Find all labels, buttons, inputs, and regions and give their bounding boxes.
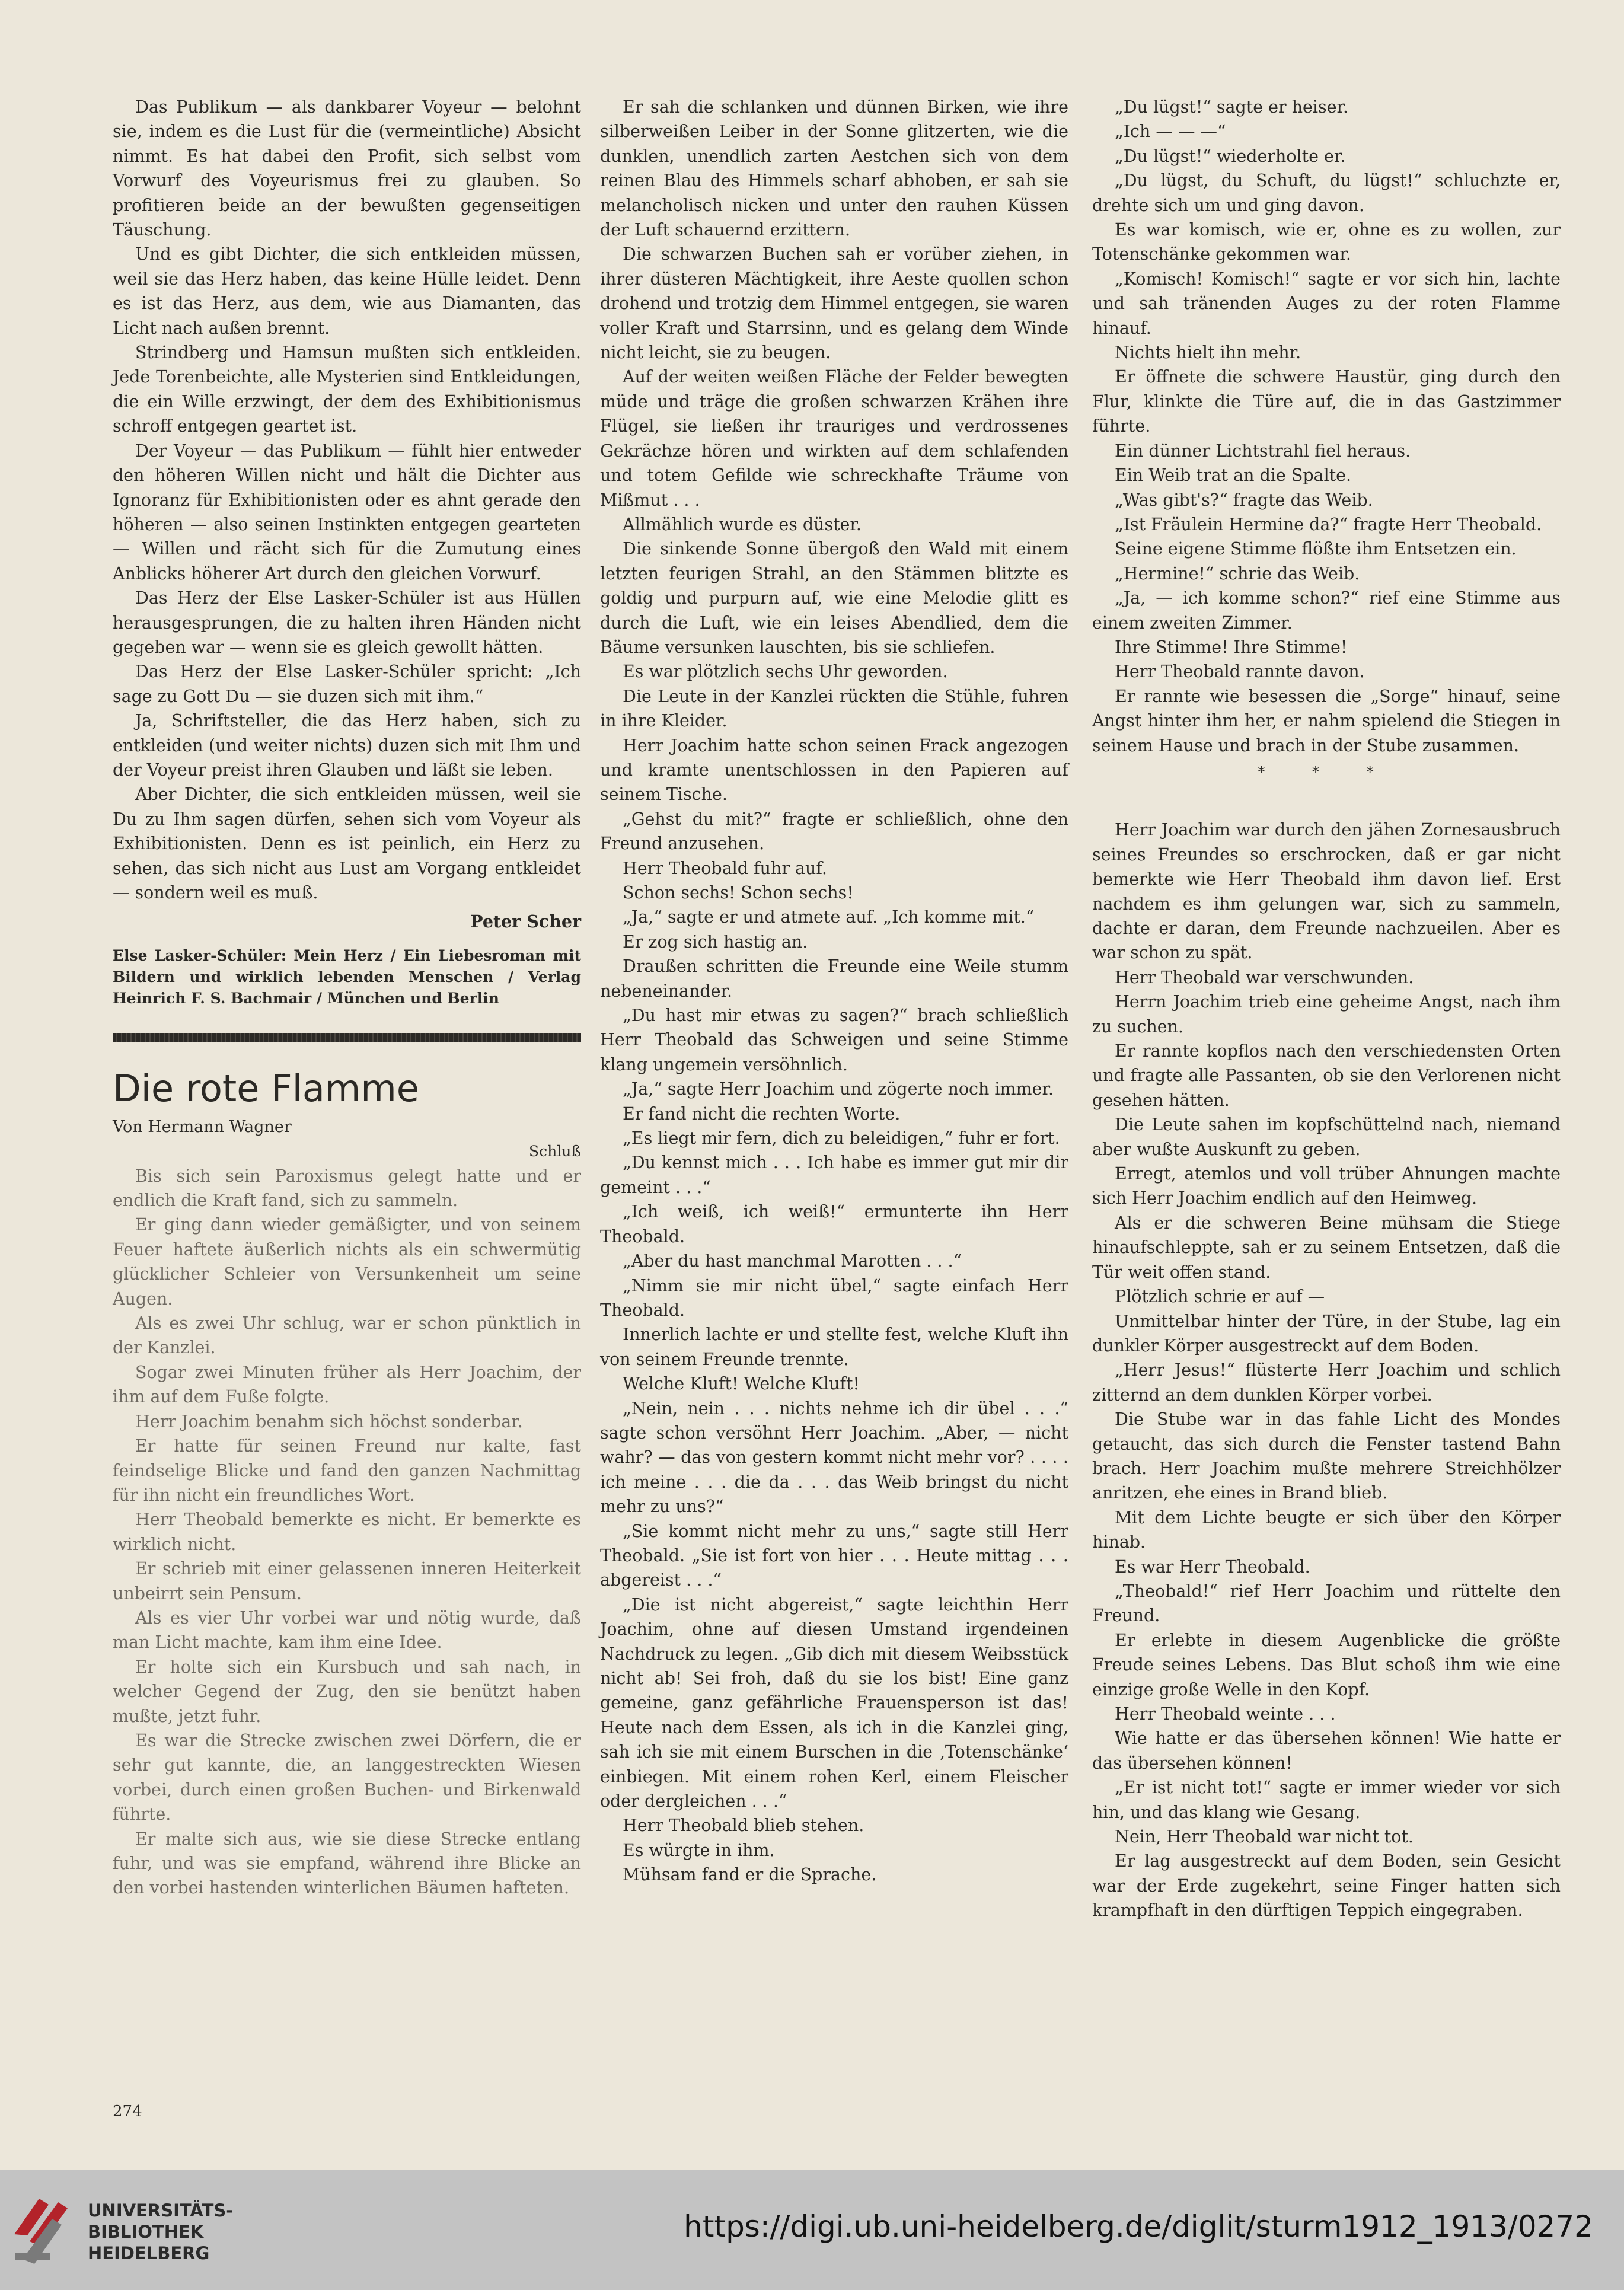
paragraph: Herr Theobald bemerkte es nicht. Er bemerkte es wirklich nicht. [113,1510,581,1554]
paragraph: „Herr Jesus!“ flüsterte Herr Joachim und schlich zitternd an dem dunklen Körper vorbei. [1092,1360,1561,1405]
paragraph: Als er die schweren Beine mühsam die Stiege hinaufschleppte, sah er zu seinem Entsetzen, daß die Tür weit offen stand. [1092,1213,1561,1282]
paragraph: Er holte sich ein Kursbuch und sah nach, in welcher Gegend der Zug, den sie benützt haben mußte, jetzt fuhr. [113,1657,581,1726]
paragraph: Er rannte wie besessen die „Sorge“ hinauf, seine Angst hinter ihm her, er nahm spielend die Stiegen in seinem Hause und brach in der Stube zusammen. [1092,686,1561,755]
paragraph: Es würgte in ihm. [623,1840,775,1860]
paragraph: Sogar zwei Minuten früher als Herr Joachim, der ihm auf dem Fuße folgte. [113,1362,581,1407]
paragraph: Er ging dann wieder gemäßigter, und von seinem Feuer haftete äußerlich nichts als ein schwermütig glücklicher Schleier von Versunkenheit um seine Augen. [113,1215,581,1309]
section-divider [113,1033,581,1042]
paragraph: Er öffnete die schwere Haustür, ging durch den Flur, klinkte die Türe auf, die in das Gastzimmer führte. [1092,367,1561,436]
viewer-footer [0,2170,1624,2290]
paragraph: Das Publikum — als dankbarer Voyeur — belohnt sie, indem es die Lust für die (vermeintliche) Absicht nimmt. Es hat dabei den Profit, sich selbst vom Vorwurf des Voyeurismus frei zu glauben. So profitieren beide an der bewußten gegenseitigen Täuschung. [113,97,581,240]
paragraph: Plötzlich schrie er auf — [1115,1287,1325,1307]
paragraph: „Ist Fräulein Hermine da?“ fragte Herr Theobald. [1115,514,1542,534]
paragraph: Ein dünner Lichtstrahl fiel heraus. [1115,441,1411,461]
paragraph: Er rannte kopflos nach den verschiedensten Orten und fragte alle Passanten, ob sie den Verlorenen nicht gesehen hätten. [1092,1041,1561,1110]
paragraph: „Ja, — ich komme schon?“ rief eine Stimme aus einem zweiten Zimmer. [1092,588,1561,633]
paragraph: Es war Herr Theobald. [1115,1557,1310,1577]
paragraph: „Gehst du mit?“ fragte er schließlich, ohne den Freund anzusehen. [600,809,1068,854]
paragraph: „Die ist nicht abgereist,“ sagte leichthin Herr Joachim, ohne auf diesen Umstand irgendeinen Nachdruck zu legen. „Gib dich mit diesem Weibsstück nicht ab! Sei froh, daß du sie los bist! Eine ganz gemeine, ganz gefährliche Frauensperson ist das! Heute nach dem Essen, als ich in die Kanzlei ging, sah ich sie mit einem Burschen in die ‚Totenschänke‘ einbiegen. Mit einem rohen Kerl, einem Fleischer oder dergleichen . . .“ [600,1594,1068,1811]
paragraph: „Du kennst mich . . . Ich habe es immer gut mir dir gemeint . . .“ [600,1153,1068,1197]
paragraph: Unmittelbar hinter der Türe, in der Stube, lag ein dunkler Körper ausgestreckt auf dem Boden. [1092,1311,1561,1355]
essay-text [113,95,581,905]
paragraph: Ein Weib trat an die Spalte. [1115,465,1352,486]
paragraph: Herr Theobald weinte . . . [1115,1704,1336,1724]
paragraph: „Du lügst!“ wiederholte er. [1115,146,1346,166]
paragraph: Herr Joachim war durch den jähen Zornesausbruch seines Freundes so erschrocken, daß er gar nicht bemerkte wie Herr Theobald ihm davon lief. Erst nachdem es ihm gelungen war, sich zu sammeln, dachte er daran, dem Freunde nachzueilen. Aber es war schon zu spät. [1092,820,1561,963]
paragraph: Nein, Herr Theobald war nicht tot. [1115,1827,1414,1847]
document-url[interactable]: https://digi.ub.uni-heidelberg.de/diglit/sturm1912_1913/0272 [684,2209,1593,2244]
paragraph: „Ja,“ sagte er und atmete auf. „Ich komme mit.“ [623,907,1035,927]
library-logo-icon [11,2193,82,2267]
story-text-start [113,1164,581,1900]
essay-signature: Peter Scher [470,911,581,932]
paragraph: Herr Theobald blieb stehen. [623,1816,864,1836]
paragraph: Die Leute in der Kanzlei rückten die Stühle, fuhren in ihre Kleider. [600,686,1068,731]
paragraph: Als es zwei Uhr schlug, war er schon pünktlich in der Kanzlei. [113,1313,581,1358]
paragraph: Er sah die schlanken und dünnen Birken, wie ihre silberweißen Leiber in der Sonne glitzerten, wie die dunklen, unendlich zarten Aestchen sich von dem reinen Blau des Himmels scharf abhoben, er sah sie melancholisch nicken und unter den rauhen Küssen der Luft schauernd erzittern. [600,97,1068,240]
column-middle [600,95,1068,1887]
paragraph: Wie hatte er das übersehen können! Wie hatte er das übersehen können! [1092,1728,1561,1773]
paragraph: Auf der weiten weißen Fläche der Felder bewegten müde und träge die großen schwarzen Krähen ihre Flügel, sie ließen ihr trauriges und verdrossenes Gekrächze hören und wirkten auf dem schlafenden und totem Gefilde wie schreckhafte Träume von Mißmut . . . [600,367,1068,510]
story-text-right [1092,95,1561,758]
paragraph: „Es liegt mir fern, dich zu beleidigen,“ fuhr er fort. [623,1128,1060,1149]
paragraph: „Sie kommt nicht mehr zu uns,“ sagte still Herr Theobald. „Sie ist fort von hier . . . Heute mittag . . . abgereist . . .“ [600,1521,1068,1590]
paragraph: Herrn Joachim trieb eine geheime Angst, nach ihm zu suchen. [1092,992,1561,1036]
paragraph: Aber Dichter, die sich entkleiden müssen, weil sie Du zu Ihm sagen dürfen, sehen sich vom Voyeur als Exhibitionisten. Denn es ist peinlich, ein Herz zu sehen, das sich nicht aus Lust am Vorgang entkleidet — sondern weil es muß. [113,784,581,902]
paragraph: Die schwarzen Buchen sah er vorüber ziehen, in ihrer düsteren Mächtigkeit, ihre Aeste quollen schon drohend und trotzig dem Himmel entgegen, sie waren voller Kraft und Starrsinn, und es gelang dem Winde nicht leicht, sie zu beugen. [600,244,1068,363]
paragraph: Und es gibt Dichter, die sich entkleiden müssen, weil sie das Herz haben, das keine Hülle leidet. Denn es ist das Herz, aus dem, wie aus Diamanten, das Licht nach außen brennt. [113,244,581,338]
paragraph: „Komisch! Komisch!“ sagte er vor sich hin, lachte und sah tränenden Auges zu der roten Flamme hinauf. [1092,269,1561,338]
paragraph: Die Leute sahen im kopfschüttelnd nach, niemand aber wußte Auskunft zu geben. [1092,1115,1561,1159]
paragraph: Ihre Stimme! Ihre Stimme! [1115,637,1348,657]
paragraph: Seine eigene Stimme flößte ihm Entsetzen ein. [1115,539,1517,559]
paragraph: Er hatte für seinen Freund nur kalte, fast feindselige Blicke und fand den ganzen Nachmittag für ihn nicht ein freundliches Wort. [113,1436,581,1505]
paragraph: „Aber du hast manchmal Marotten . . .“ [623,1251,962,1271]
paragraph: „Nein, nein . . . nichts nehme ich dir übel . . .“ sagte schon versöhnt Herr Joachim. „Aber, — nicht wahr? — das von gestern kommt nicht mehr vor? . . . . ich meine . . . die da . . . das Weib bringst du nicht mehr zu uns?“ [600,1398,1068,1517]
paragraph: Herr Joachim benahm sich höchst sonderbar. [135,1411,523,1431]
paragraph: Schon sechs! Schon sechs! [623,883,854,902]
paragraph: „Was gibt's?“ fragte das Weib. [1115,490,1373,510]
paragraph: Strindberg und Hamsun mußten sich entkleiden. Jede Torenbeichte, alle Mysterien sind Entkleidungen, die ein Wille erzwingt, der dem des Exhibitionismus schroff entgegen geartet ist. [113,343,581,436]
story-text-end [1092,818,1561,1922]
paragraph: Als es vier Uhr vorbei war und nötig wurde, daß man Licht machte, kam ihm eine Idee. [113,1608,581,1653]
paragraph: Draußen schritten die Freunde eine Weile stumm nebeneinander. [600,956,1068,1001]
paragraph: Mit dem Lichte beugte er sich über den Körper hinab. [1092,1507,1561,1552]
page-number: 274 [113,2103,142,2120]
paragraph: Die sinkende Sonne übergoß den Wald mit einem letzten feurigen Strahl, an den Stämmen blitzte es goldig und purpurn auf, wie eine Melodie glitt es durch die Luft, wie ein leises Abendlied, dem die Bäume versunken lauschten, bis sie schliefen. [600,539,1068,657]
paragraph: Er malte sich aus, wie sie diese Strecke entlang fuhr, und was sie empfand, während ihre Blicke an den vorbei hastenden winterlichen Bäumen hafteten. [113,1829,581,1898]
paragraph: „Du lügst, du Schuft, du lügst!“ schluchzte er, drehte sich um und ging davon. [1092,171,1561,215]
library-name-line: BIBLIOTHEK [88,2222,204,2242]
paragraph: Er lag ausgestreckt auf dem Boden, sein Gesicht war der Erde zugekehrt, seine Finger hatten sich krampfhaft in den dürftigen Teppich eingegraben. [1092,1851,1561,1921]
section-break-stars: * * * [1258,763,1395,780]
paragraph: Mühsam fand er die Sprache. [623,1865,877,1885]
paragraph: „Hermine!“ schrie das Weib. [1115,563,1360,583]
paragraph: Der Voyeur — das Publikum — fühlt hier entweder den höheren Willen nicht und hält die Dichter aus Ignoranz für Exhibitionisten oder es ahnt gerade den höheren — also seinen Instinkten entgegen gearteten — Willen und rächt sich für die Zumutung eines Anblicks höherer Art durch den gleichen Vorwurf. [113,441,581,583]
library-name [88,2200,233,2264]
paragraph: Er schrieb mit einer gelassenen inneren Heiterkeit unbeirrt sein Pensum. [113,1559,581,1603]
paragraph: Herr Theobald war verschwunden. [1115,967,1414,987]
column-left [113,95,581,1900]
library-name-line: UNIVERSITÄTS- [88,2200,234,2221]
paragraph: „Er ist nicht tot!“ sagte er immer wieder vor sich hin, und das klang wie Gesang. [1092,1778,1561,1822]
paragraph: Herr Theobald fuhr auf. [623,858,827,878]
paragraph: Ja, Schriftsteller, die das Herz haben, sich zu entkleiden (und weiter nichts) duzen sich mit Ihm und der Voyeur preist ihren Glauben und läßt sie leben. [113,711,581,780]
column-right [1092,95,1561,1923]
paragraph: Es war die Strecke zwischen zwei Dörfern, die er sehr gut kannte, die, an langgestreckten Wiesen vorbei, durch einen großen Buchen- und Birkenwald führte. [113,1730,581,1825]
story-part-label: Schluß [528,1143,581,1160]
paragraph: „Ich weiß, ich weiß!“ ermunterte ihn Herr Theobald. [600,1202,1068,1246]
paragraph: Allmählich wurde es düster. [623,514,862,534]
paragraph: „Theobald!“ rief Herr Joachim und rüttelte den Freund. [1092,1581,1561,1626]
paragraph: Das Herz der Else Lasker-Schüler spricht: „Ich sage zu Gott Du — sie duzen sich mit ihm.“ [113,662,581,706]
paragraph: Welche Kluft! Welche Kluft! [623,1374,860,1394]
story-byline: Von Hermann Wagner [113,1117,292,1136]
paragraph: Nichts hielt ihn mehr. [1115,343,1301,363]
paragraph: Herr Theobald rannte davon. [1115,662,1365,682]
paragraph: „Du lügst!“ sagte er heiser. [1115,97,1349,117]
paragraph: Die Stube war in das fahle Licht des Mondes getaucht, das sich durch die Fenster tastend Bahn brach. Herr Joachim mußte mehrere Streichhölzer anritzen, ehe eines in Brand blieb. [1092,1409,1561,1503]
paragraph: Innerlich lachte er und stellte fest, welche Kluft ihn von seinem Freunde trennte. [600,1325,1068,1369]
book-reference: Else Lasker-Schüler: Mein Herz / Ein Liebesroman mit Bildern und wirklich lebenden Menschen / Verlag Heinrich F. S. Bachmair / München und Berlin [113,946,581,1007]
paragraph: Herr Joachim hatte schon seinen Frack angezogen und kramte unentschlossen in den Papieren auf seinem Tische. [600,735,1068,805]
story-text-middle [600,95,1068,1887]
paragraph: Erregt, atemlos und voll trüber Ahnungen machte sich Herr Joachim endlich auf den Heimweg. [1092,1164,1561,1208]
paragraph: „Du hast mir etwas zu sagen?“ brach schließlich Herr Theobald das Schweigen und seine Stimme klang ungemein versöhnlich. [600,1006,1068,1074]
paragraph: Er erlebte in diesem Augenblicke die größte Freude seines Lebens. Das Blut schoß ihm wie eine einzige große Welle in den Kopf. [1092,1630,1561,1699]
paragraph: „Ja,“ sagte Herr Joachim und zögerte noch immer. [623,1079,1054,1099]
library-name-line: HEIDELBERG [88,2243,210,2263]
paragraph: „Nimm sie mir nicht übel,“ sagte einfach Herr Theobald. [600,1275,1068,1320]
paragraph: Das Herz der Else Lasker-Schüler ist aus Hüllen herausgesprungen, die zu halten ihren Händen nicht gegeben war — wenn sie es gleich gewollt hätten. [113,588,581,657]
paragraph: Bis sich sein Paroxismus gelegt hatte und er endlich die Kraft fand, sich zu sammeln. [113,1166,581,1211]
paragraph: Er fand nicht die rechten Worte. [623,1103,901,1124]
paragraph: Es war komisch, wie er, ohne es zu wollen, zur Totenschänke gekommen war. [1092,220,1561,264]
paragraph: Es war plötzlich sechs Uhr geworden. [623,662,948,682]
paragraph: Er zog sich hastig an. [623,932,808,952]
paragraph: „Ich — — —“ [1115,122,1226,142]
story-title: Die rote Flamme [113,1066,419,1110]
